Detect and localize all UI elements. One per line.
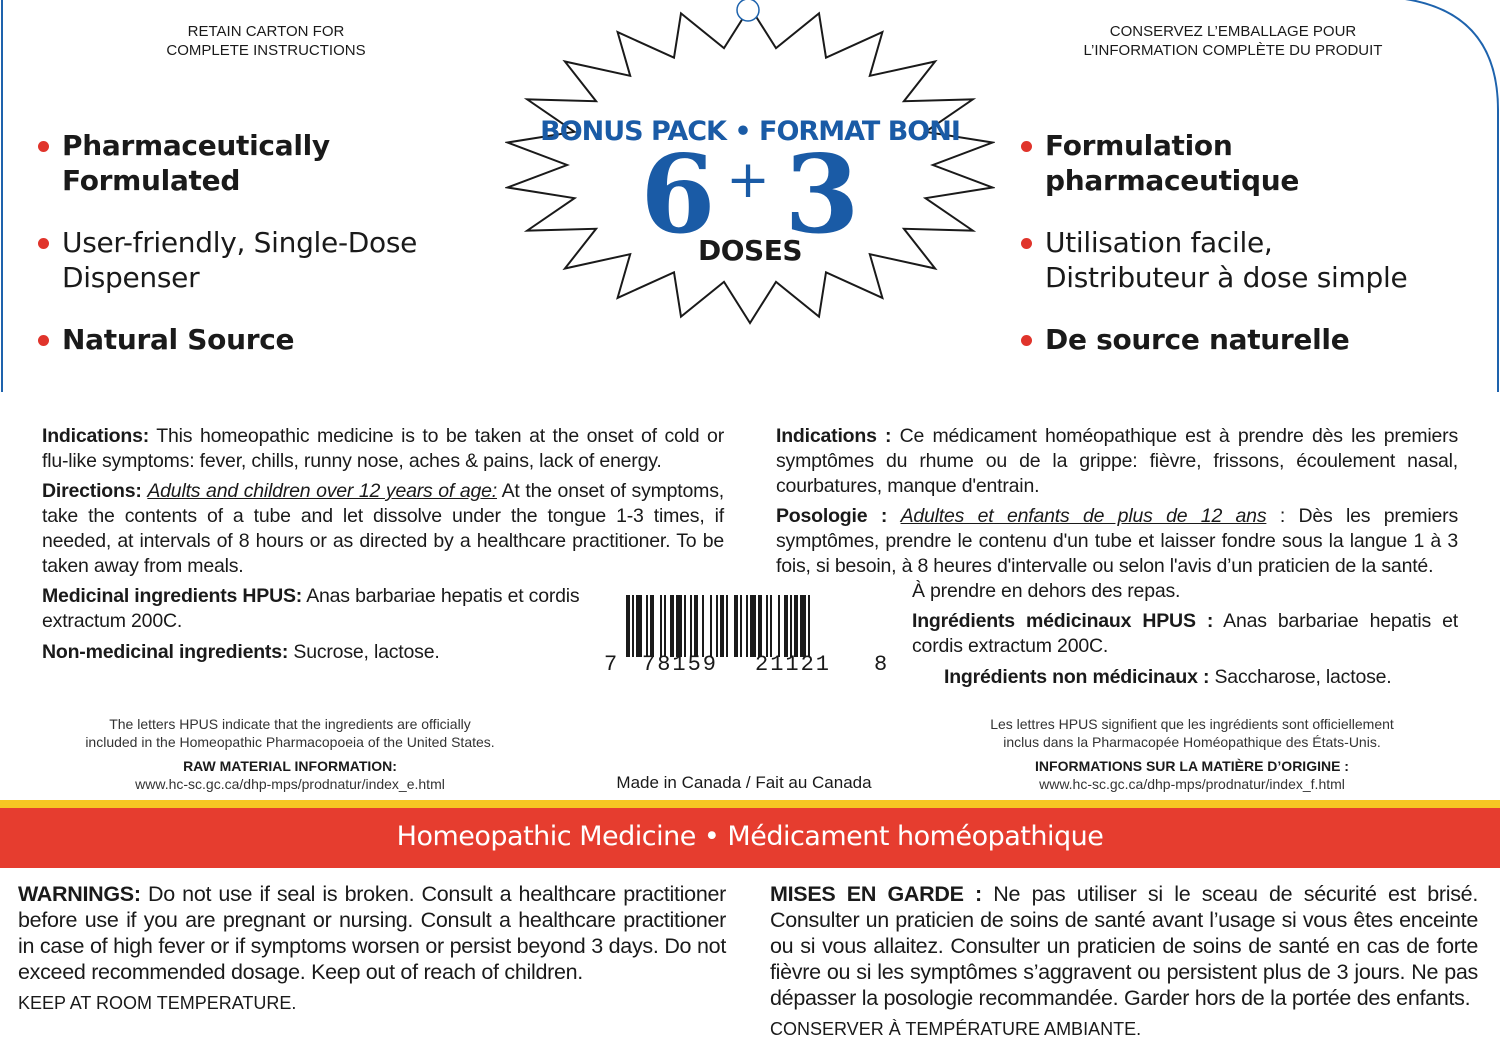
made-in-canada: Made in Canada / Fait au Canada — [616, 773, 872, 792]
raw-material-url-en[interactable]: www.hc-sc.gc.ca/dhp-mps/prodnatur/index_e.html — [135, 776, 445, 792]
indications-fr: Indications : Ce médicament homéopathique est à prendre dès les premiers symptômes du rhume ou de la grippe: fièvre, frissons, écoulement nasal, courbatures, manque d'entrain. — [776, 425, 1459, 497]
barcode-bar — [702, 595, 704, 657]
barcode-bar — [784, 595, 788, 657]
raw-material-info-en: RAW MATERIAL INFORMATION: www.hc-sc.gc.ca/dhp-mps/prodnatur/index_e.html — [60, 757, 520, 793]
barcode-bar — [770, 595, 772, 657]
retain-carton-note-en: RETAIN CARTON FOR COMPLETE INSTRUCTIONS — [166, 23, 366, 59]
barcode-bar — [632, 595, 634, 657]
indications-en: Indications: This homeopathic medicine is to be taken at the onset of cold or flu-like symptoms: fever, chills, runny nose, aches & pains, lack of energy. — [42, 425, 724, 472]
barcode-bar — [646, 595, 648, 657]
barcode-digit-last: 8 — [874, 652, 888, 677]
barcode — [622, 595, 882, 657]
feature-item: Pharmaceutically Formulated — [38, 128, 478, 198]
feature-list-fr — [1021, 128, 1471, 384]
barcode-bar — [790, 595, 792, 657]
barcode-digit-first: 7 — [604, 652, 618, 677]
barcode-bar — [746, 595, 748, 657]
feature-item: Formulation pharmaceutique — [1021, 128, 1471, 198]
medicinal-ingredients-en: Medicinal ingredients HPUS: Anas barbariae hepatis et cordis extractum 200C. — [42, 585, 580, 632]
bonus-pack-badge — [505, 0, 995, 325]
barcode-bar — [808, 595, 810, 657]
barcode-bar — [664, 595, 666, 657]
feature-list-en — [38, 128, 478, 384]
directions-en: Directions: Adults and children over 12 years of age: At the onset of symptoms, take the contents of a tube and let dissolve under the tongue 1-3 times, if needed, at intervals of 8 hours or as directed by a healthcare practitioner. To be taken away from meals. — [42, 480, 724, 577]
barcode-bar — [670, 595, 674, 657]
warnings-fr: MISES EN GARDE : Ne pas utiliser si le sceau de sécurité est brisé. Consulter un praticien de soins de santé avant l’usage si vous êtes enceinte ou si vous allaitez. Consulter un praticien de soins de santé en cas de forte fièvre ou si les symptômes s’aggravent ou persistent plus de 3 jours. Ne pas dépasser la posologie recommandée. Garder hors de la portée des enfants. — [770, 882, 1478, 1010]
barcode-bar — [740, 595, 742, 657]
feature-item: Utilisation facile, Distributeur à dose simple — [1021, 225, 1471, 295]
hang-hole-icon — [737, 0, 759, 21]
storage-en: KEEP AT ROOM TEMPERATURE. — [18, 993, 297, 1013]
medicinal-ingredients-fr: Ingrédients médicinaux HPUS : Anas barbariae hepatis et cordis extractum 200C. — [912, 610, 1459, 657]
barcode-digits-right: 21121 — [755, 652, 832, 677]
bullet-dot-icon — [1021, 335, 1032, 346]
posologie-fr: Posologie : Adultes et enfants de plus de 12 ans : Dès les premiers symptômes, prendre le contenu d'un tube et laisser fondre sous la langue 1 à 3 fois, si besoin, à 8 heures d'intervalle ou selon l'avis d’un praticien de la santé. — [776, 505, 1459, 577]
barcode-bar — [694, 595, 698, 657]
barcode-bar — [750, 595, 756, 657]
bullet-dot-icon — [38, 141, 49, 152]
dose-plus-sign: + — [726, 150, 770, 210]
nonmedicinal-ingredients-en: Non-medicinal ingredients: Sucrose, lactose. — [42, 641, 440, 663]
barcode-bar — [726, 595, 728, 657]
feature-item: Natural Source — [38, 322, 478, 357]
storage-fr: CONSERVER À TEMPÉRATURE AMBIANTE. — [770, 1019, 1142, 1039]
bullet-dot-icon — [1021, 238, 1032, 249]
barcode-bar — [676, 595, 682, 657]
barcode-bar — [636, 595, 642, 657]
posologie-fr-meals: À prendre en dehors des repas. — [912, 580, 1181, 602]
warnings-en: WARNINGS: Do not use if seal is broken. Consult a healthcare practitioner before use if you are pregnant or nursing. Consult a healthcare practitioner in case of high fever or if symptoms worsen or persist beyond 3 days. Do not exceed recommended dosage. Keep out of reach of children. — [18, 882, 726, 984]
bonus-pack-label: BONUS PACK • FORMAT BONI — [540, 116, 960, 147]
raw-material-info-fr: INFORMATIONS SUR LA MATIÈRE D’ORIGINE : www.hc-sc.gc.ca/dhp-mps/prodnatur/index_f.html — [962, 757, 1422, 793]
barcode-bar — [766, 595, 768, 657]
barcode-bar — [690, 595, 692, 657]
bullet-dot-icon — [1021, 141, 1032, 152]
barcode-bar — [720, 595, 724, 657]
bullet-dot-icon — [38, 335, 49, 346]
barcode-bar — [684, 595, 686, 657]
barcode-bar — [758, 595, 762, 657]
feature-item: De source naturelle — [1021, 322, 1471, 357]
barcode-bar — [650, 595, 654, 657]
barcode-bar — [794, 595, 798, 657]
raw-material-url-fr[interactable]: www.hc-sc.gc.ca/dhp-mps/prodnatur/index_f.html — [1039, 776, 1345, 792]
barcode-bar — [800, 595, 806, 657]
dose-number-right: 3 — [784, 132, 860, 258]
barcode-bar — [716, 595, 718, 657]
barcode-bar — [710, 595, 712, 657]
hpus-note-en: The letters HPUS indicate that the ingredients are officially included in the Homeopathic Pharmacopoeia of the United States. — [85, 716, 495, 750]
barcode-bar — [778, 595, 780, 657]
barcode-bar — [734, 595, 738, 657]
nonmedicinal-ingredients-fr: Ingrédients non médicinaux : Saccharose, lactose. — [944, 666, 1392, 688]
barcode-bar — [626, 595, 630, 657]
doses-label: DOSES — [697, 234, 802, 267]
hpus-note-fr: Les lettres HPUS signifient que les ingrédients sont officiellement inclus dans la Pharmacopée Homéopathique des États-Unis. — [990, 716, 1394, 750]
homeopathic-medicine-banner: Homeopathic Medicine • Médicament homéopathique — [396, 821, 1104, 852]
barcode-bar — [660, 595, 662, 657]
retain-carton-note-fr: CONSERVEZ L’EMBALLAGE POUR L’INFORMATION COMPLÈTE DU PRODUIT — [1083, 23, 1383, 59]
barcode-digits-left: 78159 — [642, 652, 719, 677]
feature-item: User-friendly, Single-Dose Dispenser — [38, 225, 478, 295]
bullet-dot-icon — [38, 238, 49, 249]
dose-number-left: 6 — [640, 132, 716, 258]
